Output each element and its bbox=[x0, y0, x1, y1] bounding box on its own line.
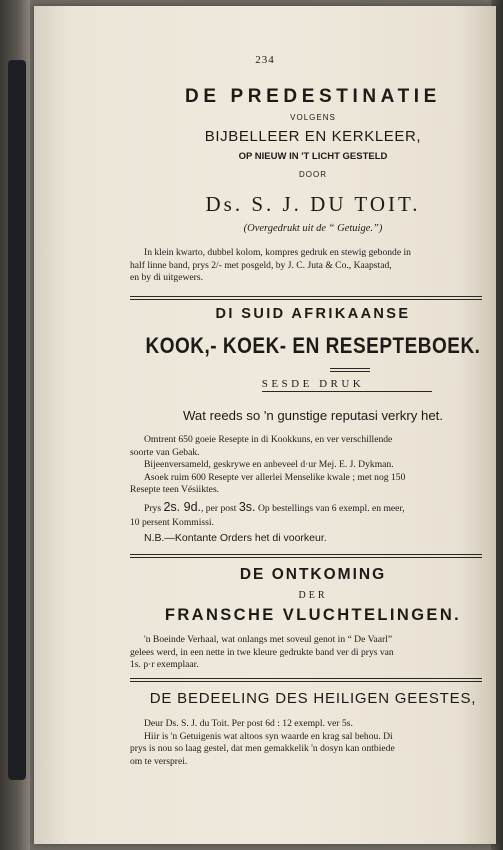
ad2-price bbox=[130, 500, 480, 530]
ad3-body bbox=[130, 634, 480, 672]
ad3-body-line: gelees werd, in een nette in twe kleure gedrukte band ver di prys van bbox=[130, 646, 394, 658]
ad2-price-line bbox=[130, 500, 480, 516]
ornament-rule bbox=[262, 391, 432, 392]
ad2-edition: SESDE DRUK bbox=[261, 378, 365, 390]
page-number: 234 bbox=[255, 54, 275, 66]
ad1-subtitle: BIJBELLEER EN KERKLEER, bbox=[204, 128, 422, 145]
price-prefix: Prys bbox=[144, 503, 162, 514]
book-cover-edge bbox=[8, 60, 26, 780]
ad2-subtitle: KOOK,- KOEK- EN RESEPTEBOEK. bbox=[145, 334, 481, 359]
divider bbox=[130, 678, 482, 682]
post-price-value: 3s. bbox=[238, 500, 256, 514]
ad1-body-line: In klein kwarto, dubbel kolom, kompres gedruk en stewig gebonde in bbox=[144, 247, 411, 258]
ad2-body-line: Omtrent 650 goeie Resepte in di Kookkuns, en ver verschillende bbox=[144, 434, 393, 445]
ad1-body bbox=[130, 247, 480, 285]
price-suffix: Op bestellings van 6 exempl. en meer, bbox=[257, 503, 405, 514]
ad3-body-line: 'n Boeinde Verhaal, wat onlangs met soveul genot in “ De Vaarl” bbox=[144, 634, 393, 645]
ad2-body-line: Resepte teen Vésiiktes. bbox=[130, 484, 220, 495]
price-value: 2s. 9d. bbox=[163, 500, 201, 514]
ornament-rule bbox=[330, 368, 370, 372]
ad2-body-line: soorte van Gebak. bbox=[130, 446, 200, 458]
book-page bbox=[34, 6, 496, 844]
ad3-body-line: 1s. p·r exemplaar. bbox=[130, 659, 199, 670]
ad4-body-line: Deur Ds. S. J. du Toit. Per post 6d : 12 exempl. ver 5s. bbox=[144, 718, 353, 729]
ad1-note: (Overgedrukt uit de “ Getuige.”) bbox=[243, 223, 383, 234]
ad4-title: DE BEDEELING DES HEILIGEN GEESTES, bbox=[149, 690, 477, 707]
ad2-body-line: Asoek ruim 600 Resepte ver allerlei Menselike kwale ; met nog 150 bbox=[144, 471, 406, 483]
ad3-subtitle: FRANSCHE VLUCHTELINGEN. bbox=[164, 606, 462, 624]
ad1-tagline: OP NIEUW IN 'T LICHT GESTELD bbox=[238, 151, 388, 162]
ad2-body bbox=[130, 434, 480, 497]
ad2-tagline: Wat reeds so 'n gunstige reputasi verkry het. bbox=[182, 408, 444, 423]
ad2-body-line: Bijeenversameld, geskrywe en anbeveel d·ur Mej. E. J. Dykman. bbox=[144, 459, 394, 470]
ad1-body-line: en by di uitgewers. bbox=[130, 272, 204, 283]
ad4-body-line: om te versprei. bbox=[130, 755, 188, 767]
ad1-volgens: VOLGENS bbox=[290, 113, 336, 122]
ad4-body-line: Hiir is 'n Getuigenis wat altoos syn waarde en krag sal behou. Di bbox=[144, 730, 393, 742]
ad3-der: DER bbox=[298, 590, 328, 601]
ad1-body-line: half linne band, prys 2/- met posgeld, by J. C. Juta & Co., Kaapstad, bbox=[130, 259, 392, 271]
divider bbox=[130, 296, 482, 300]
ad2-price-line2: 10 persent Kommissi. bbox=[130, 517, 214, 528]
ad1-author: Ds. S. J. DU TOIT. bbox=[205, 192, 421, 216]
divider bbox=[130, 554, 482, 558]
ad3-title: DE ONTKOMING bbox=[239, 566, 387, 583]
ad1-door: DOOR bbox=[299, 170, 327, 179]
ad4-body bbox=[130, 718, 480, 768]
ad1-title: DE PREDESTINATIE bbox=[185, 86, 441, 107]
ad2-nb: N.B.—Kontante Orders het di voorkeur. bbox=[144, 532, 327, 544]
price-mid: , per post bbox=[201, 503, 237, 514]
ad4-body-line: prys is nou so laag gestel, dat men gemakkelik 'n dosyn kan ontbiede bbox=[130, 743, 395, 754]
ad2-title: DI SUID AFRIKAANSE bbox=[215, 306, 411, 322]
